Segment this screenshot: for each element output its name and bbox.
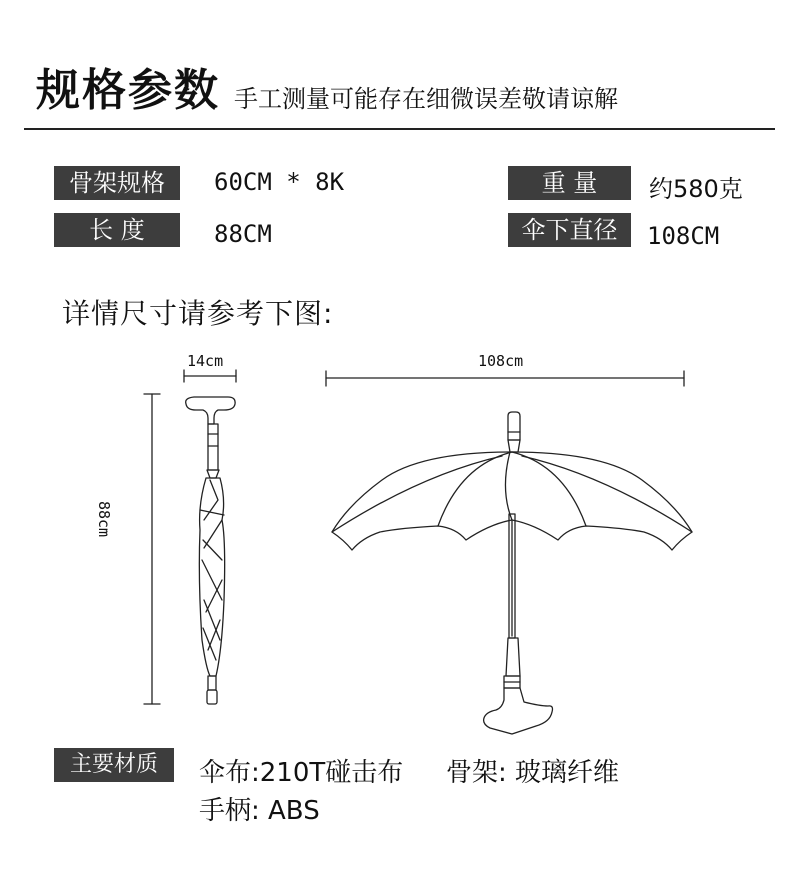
closed-length-label: 88cm [95,500,114,538]
length-value: 88CM [214,220,272,248]
details-heading: 详情尺寸请参考下图: [62,297,334,330]
canopy-material: 伞布:210T碰击布 [199,758,404,788]
length-label: 长 度 [54,213,180,247]
closed-width-dimension-line [184,370,236,382]
closed-width-label: 14cm [187,352,224,370]
closed-length-dimension-line [144,394,160,704]
page-title: 规格参数 [36,65,220,116]
frame-material: 骨架: 玻璃纤维 [446,758,620,788]
handle-material: 手柄: ABS [199,796,320,826]
open-width-label: 108cm [478,352,524,370]
diameter-value: 108CM [647,222,720,250]
weight-value: 约580克 [649,175,743,203]
weight-label: 重 量 [508,166,631,200]
closed-umbrella-drawing [186,397,235,704]
open-width-dimension-line [326,371,684,386]
diameter-label: 伞下直径 [508,213,631,247]
page-subtitle: 手工测量可能存在细微误差敬请谅解 [234,85,618,113]
materials-label: 主要材质 [54,748,174,782]
open-umbrella-drawing [332,412,692,734]
frame-spec-label: 骨架规格 [54,166,180,200]
frame-spec-value: 60CM * 8K [214,168,345,196]
